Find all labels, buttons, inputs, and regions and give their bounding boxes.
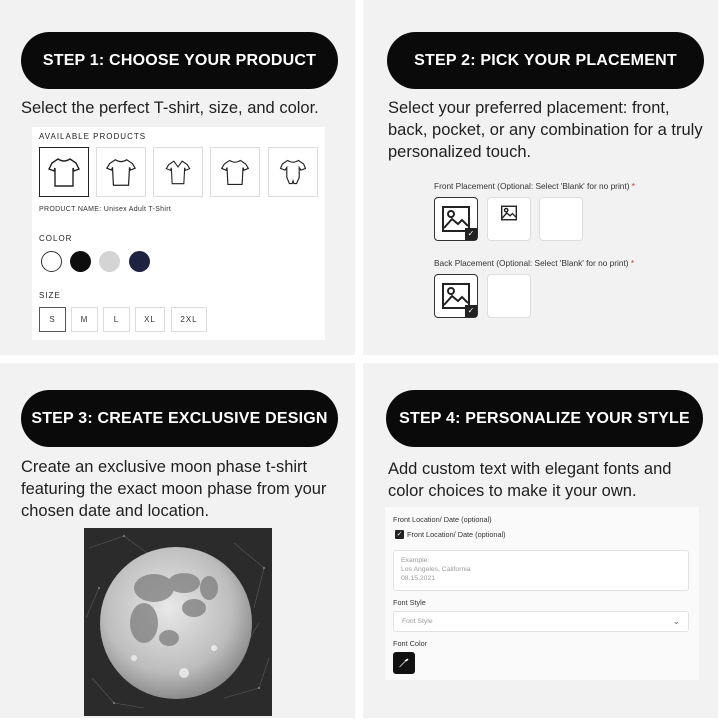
check-icon: ✓ bbox=[465, 228, 477, 240]
moon-phase-image bbox=[84, 528, 272, 716]
product-option-tshirt[interactable] bbox=[96, 147, 146, 197]
product-selector-card bbox=[32, 127, 325, 340]
step-4-description: Add custom text with elegant fonts and color choices to make it your own. bbox=[388, 460, 672, 500]
step-3-title: STEP 3: CREATE EXCLUSIVE DESIGN bbox=[21, 390, 338, 447]
location-date-checkbox[interactable]: ✓ bbox=[396, 531, 403, 538]
vneck-icon bbox=[163, 157, 193, 187]
product-option-vneck[interactable] bbox=[153, 147, 203, 197]
step-1-description: Select the perfect T-shirt, size, and color. bbox=[21, 99, 319, 117]
step-3-description: Create an exclusive moon phase t-shirt featuring the exact moon phase from your chosen date and location. bbox=[21, 458, 327, 520]
product-name: PRODUCT NAME: Unisex Adult T-Shirt bbox=[39, 206, 172, 213]
tshirt-icon bbox=[104, 155, 138, 189]
location-date-checkbox-label: Front Location/ Date (optional) bbox=[407, 530, 506, 539]
size-option-m[interactable]: M bbox=[71, 307, 98, 332]
product-option-tshirt-heavy[interactable] bbox=[39, 147, 89, 197]
color-swatch-white[interactable] bbox=[41, 251, 62, 272]
step-4-title: STEP 4: PERSONALIZE YOUR STYLE bbox=[386, 390, 703, 447]
placeholder-line-1: Example: bbox=[401, 557, 430, 564]
front-placement-pocket[interactable] bbox=[487, 197, 531, 241]
location-date-textarea[interactable] bbox=[393, 550, 689, 591]
available-products-label: AVAILABLE PRODUCTS bbox=[39, 132, 147, 141]
size-option-l[interactable]: L bbox=[103, 307, 130, 332]
location-date-label: Front Location/ Date (optional) bbox=[393, 515, 492, 524]
back-placement-blank[interactable] bbox=[487, 274, 531, 318]
personalize-form bbox=[385, 507, 699, 680]
font-style-select[interactable] bbox=[393, 611, 689, 632]
placeholder-line-3: 08.15.2021 bbox=[401, 575, 436, 582]
color-label: COLOR bbox=[39, 234, 73, 243]
back-placement-label: Back Placement (Optional: Select 'Blank' for no print) * bbox=[434, 258, 635, 268]
size-label: SIZE bbox=[39, 291, 61, 300]
color-swatch-black[interactable] bbox=[70, 251, 91, 272]
font-style-label: Font Style bbox=[393, 598, 426, 607]
color-swatch-grey[interactable] bbox=[99, 251, 120, 272]
eyedropper-icon bbox=[398, 657, 410, 669]
front-placement-blank[interactable] bbox=[539, 197, 583, 241]
font-color-picker[interactable] bbox=[393, 652, 415, 674]
tshirt-icon bbox=[46, 154, 82, 190]
step-1-title: STEP 1: CHOOSE YOUR PRODUCT bbox=[21, 32, 338, 89]
onesie-icon bbox=[277, 156, 309, 188]
product-option-tshirt-fitted[interactable] bbox=[210, 147, 260, 197]
product-option-onesie[interactable] bbox=[268, 147, 318, 197]
tshirt-icon bbox=[219, 156, 251, 188]
placeholder-line-2: Los Angeles, California bbox=[401, 566, 471, 573]
size-option-s[interactable]: S bbox=[39, 307, 66, 332]
step-2-description: Select your preferred placement: front, back, pocket, or any combination for a truly personalized touch. bbox=[388, 99, 703, 161]
color-swatch-navy[interactable] bbox=[129, 251, 150, 272]
placement-card bbox=[425, 171, 668, 325]
chevron-down-icon: ⌄ bbox=[672, 616, 680, 626]
size-option-2xl[interactable]: 2XL bbox=[171, 307, 207, 332]
font-color-label: Font Color bbox=[393, 639, 428, 648]
image-icon bbox=[500, 204, 518, 222]
check-icon: ✓ bbox=[465, 305, 477, 317]
font-style-placeholder: Font Style bbox=[402, 618, 433, 625]
back-placement-design[interactable] bbox=[434, 274, 478, 318]
size-option-xl[interactable]: XL bbox=[135, 307, 165, 332]
front-placement-design[interactable] bbox=[434, 197, 478, 241]
front-placement-label: Front Placement (Optional: Select 'Blank' for no print) * bbox=[434, 181, 636, 191]
step-2-title: STEP 2: PICK YOUR PLACEMENT bbox=[387, 32, 704, 89]
